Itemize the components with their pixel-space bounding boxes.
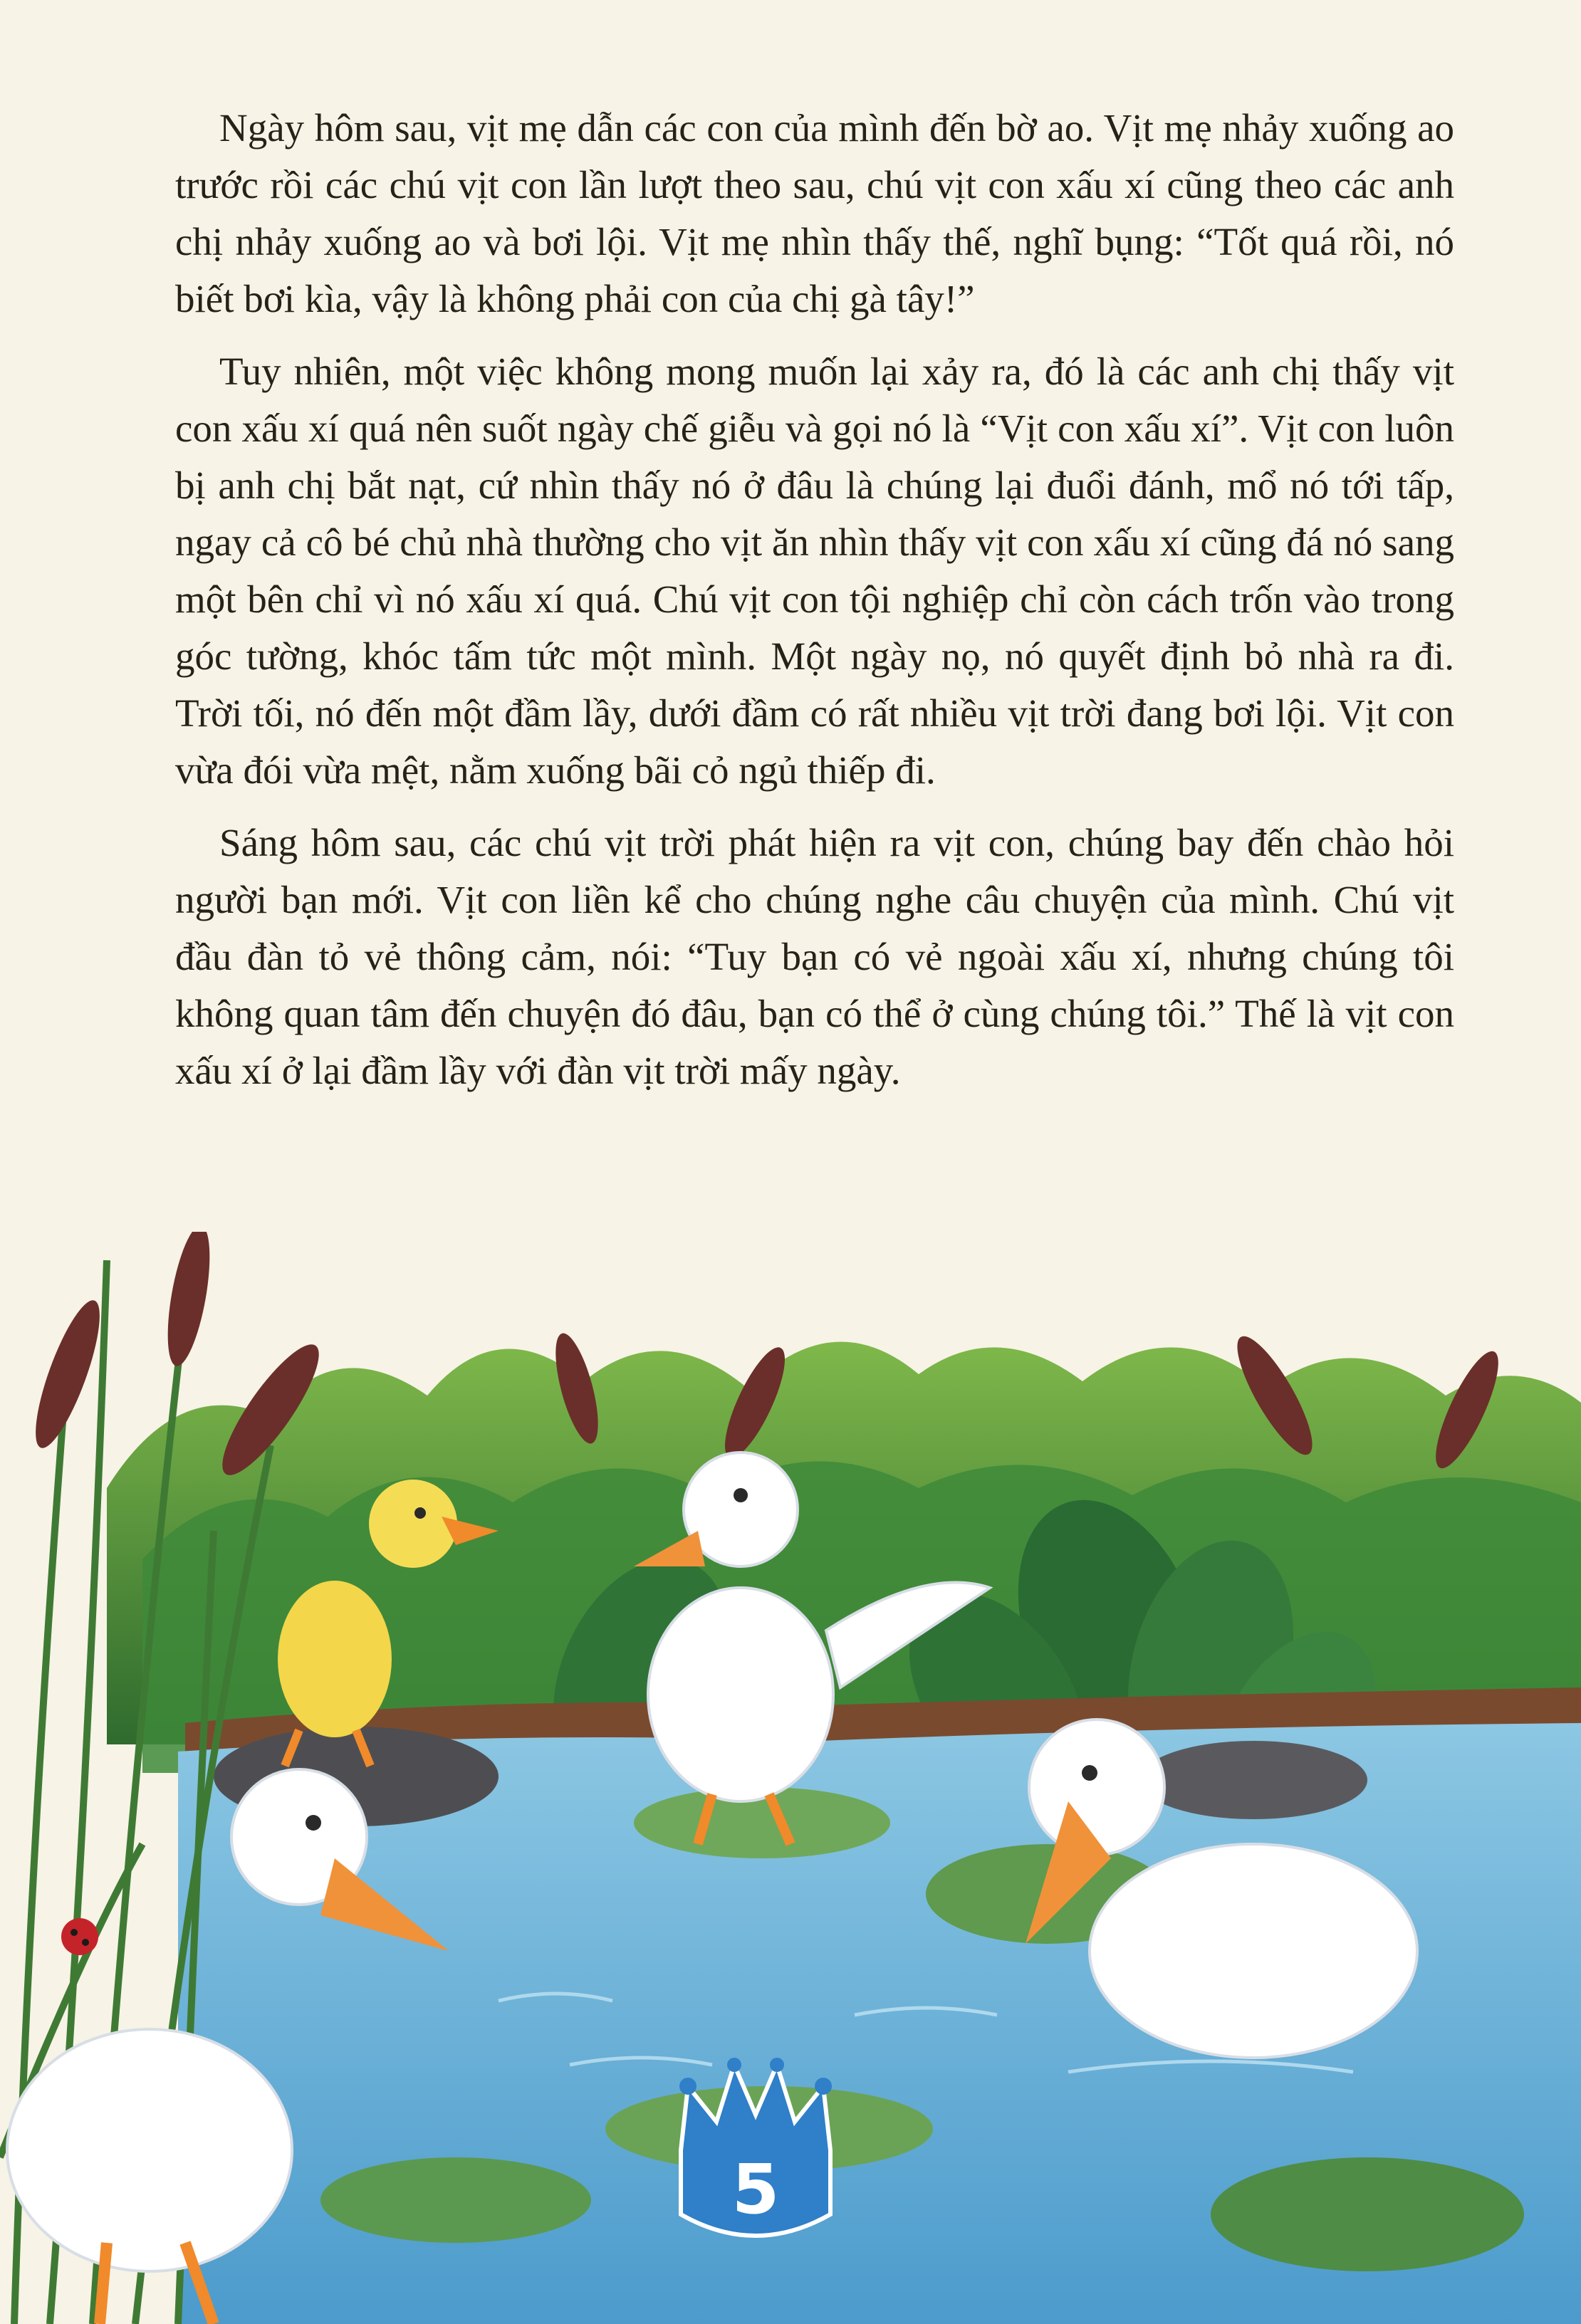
ladybug <box>61 1918 98 1955</box>
rock-right <box>1139 1741 1367 1819</box>
page-number-badge <box>674 2058 838 2271</box>
paragraph-1: Ngày hôm sau, vịt mẹ dẫn các con của mình đến bờ ao. Vịt mẹ nhảy xuống ao trước rồi các chú vịt con lần lượt theo sau, chú vịt con xấu xí cũng theo các anh chị nhảy xuống ao và bơi lội. Vịt mẹ nhìn thấy thế, nghĩ bụng: “Tốt quá rồi, nó biết bơi kìa, vậy là không phải con của chị gà tây!” <box>175 106 1454 320</box>
page-number: 5 <box>731 2150 780 2229</box>
story-text <box>175 100 1454 1115</box>
paragraph-2: Tuy nhiên, một việc không mong muốn lại xảy ra, đó là các anh chị thấy vịt con xấu xí quá nên suốt ngày chế giễu và gọi nó là “Vịt con xấu xí”. Vịt con luôn bị anh chị bắt nạt, cứ nhìn thấy nó ở đâu là chúng lại đuổi đánh, mổ nó tới tấp, ngay cả cô bé chủ nhà thường cho vịt ăn nhìn thấy vịt con xấu xí cũng đá nó sang một bên chỉ vì nó xấu xí quá. Chú vịt con tội nghiệp chỉ còn cách trốn vào trong góc tường, khóc tấm tức một mình. Một ngày nọ, nó quyết định bỏ nhà ra đi. Trời tối, nó đến một đầm lầy, dưới đầm có rất nhiều vịt trời đang bơi lội. Vịt con vừa đói vừa mệt, nằm xuống bãi cỏ ngủ thiếp đi. <box>175 350 1454 792</box>
paragraph-3: Sáng hôm sau, các chú vịt trời phát hiện ra vịt con, chúng bay đến chào hỏi người bạn mới. Vịt con liền kể cho chúng nghe câu chuyện của mình. Chú vịt đầu đàn tỏ vẻ thông cảm, nói: “Tuy bạn có vẻ ngoài xấu xí, nhưng chúng tôi không quan tâm đến chuyện đó đâu, bạn có thể ở cùng chúng tôi.” Thế là vịt con xấu xí ở lại đầm lầy với đàn vịt trời mấy ngày. <box>175 821 1454 1092</box>
